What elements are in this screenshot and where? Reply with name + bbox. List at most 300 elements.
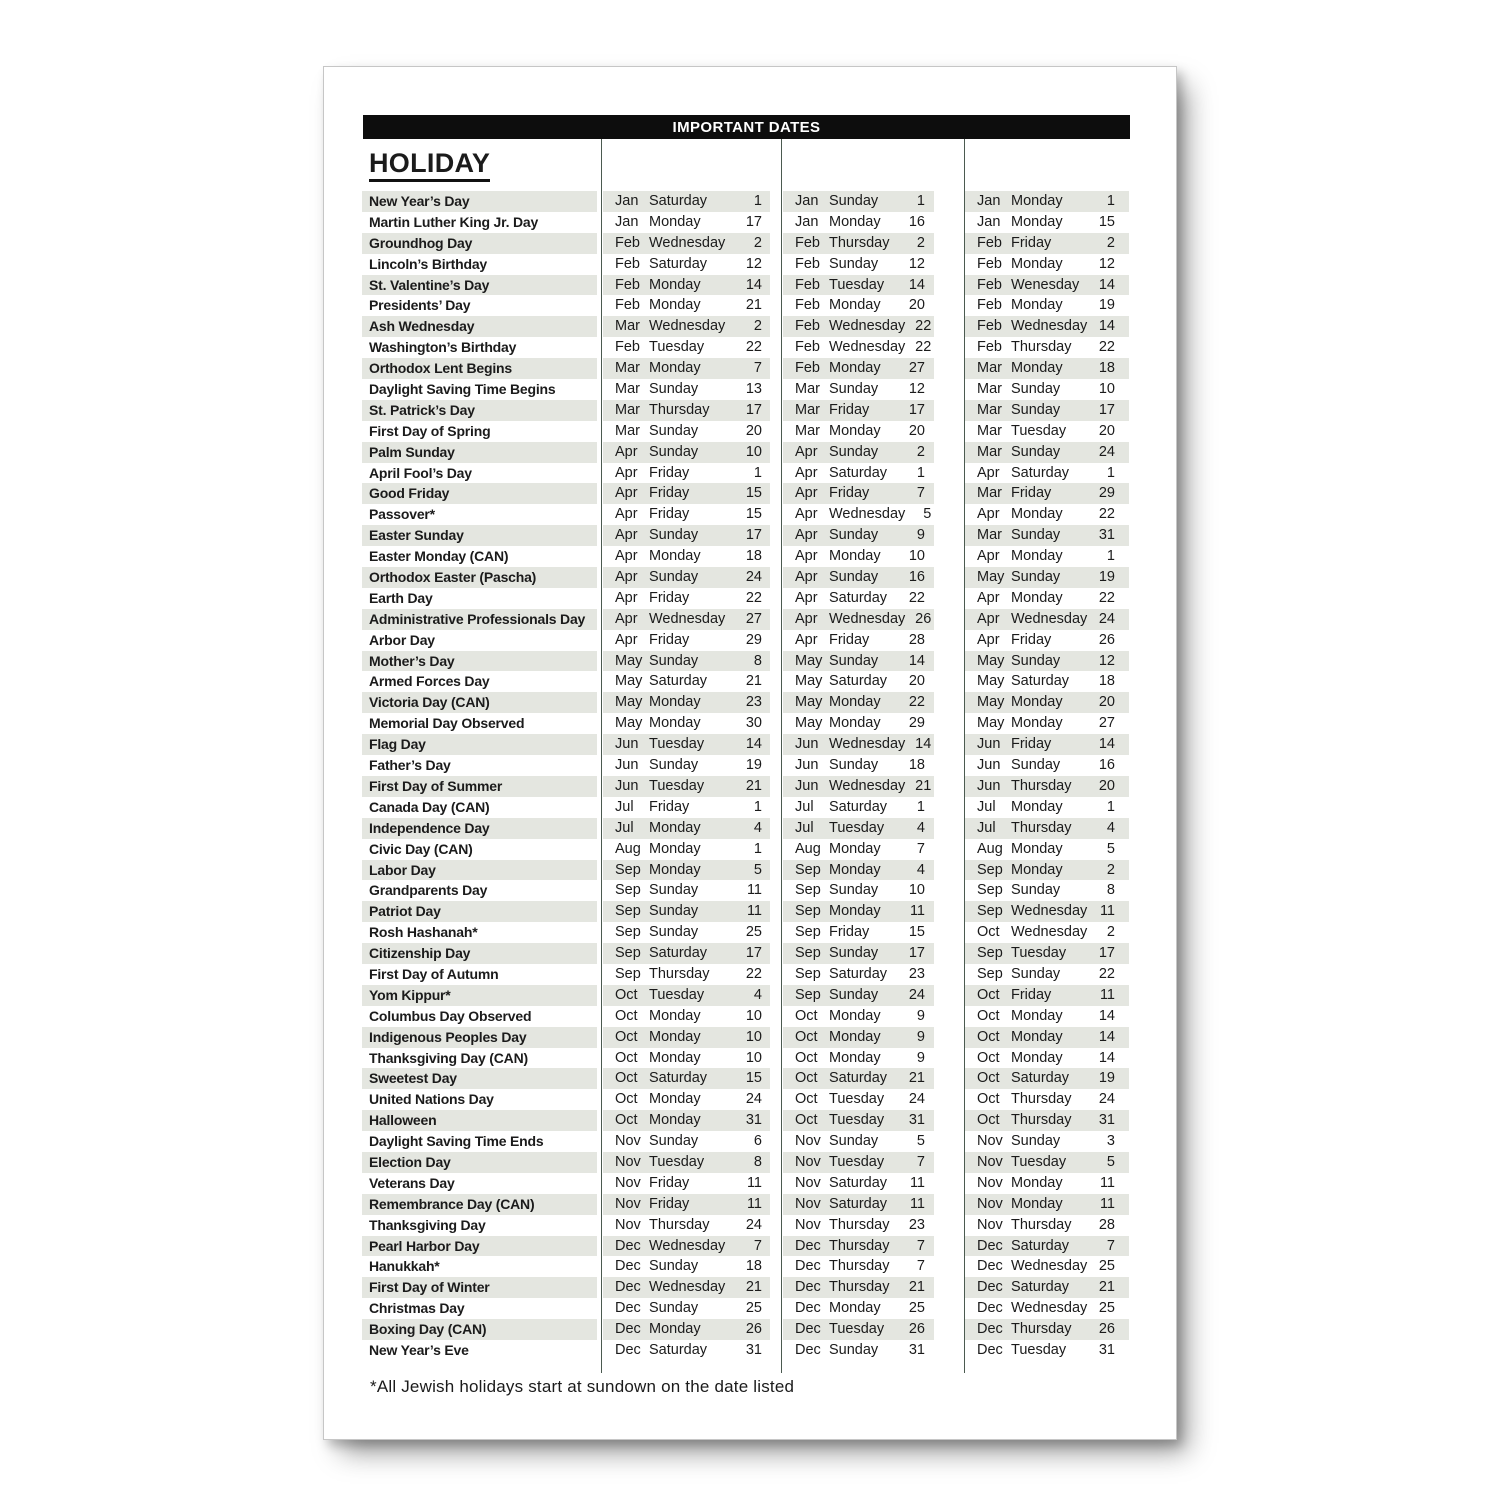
day-number: 12 bbox=[908, 381, 925, 398]
weekday-label: Sunday bbox=[649, 527, 699, 544]
month-label: Feb bbox=[795, 360, 820, 377]
day-number: 15 bbox=[1098, 213, 1115, 230]
month-label: May bbox=[795, 715, 823, 732]
day-number: 28 bbox=[908, 631, 925, 648]
table-row bbox=[362, 463, 1129, 484]
month-label: Sep bbox=[977, 965, 1003, 982]
year1-date-cell bbox=[603, 483, 770, 504]
day-number: 26 bbox=[745, 1321, 762, 1338]
table-row bbox=[362, 379, 1129, 400]
table-row bbox=[362, 1027, 1129, 1048]
year3-date-cell bbox=[965, 713, 1129, 734]
day-number: 17 bbox=[908, 401, 925, 418]
month-label: Feb bbox=[977, 276, 1002, 293]
holiday-name: Memorial Day Observed bbox=[369, 715, 525, 732]
day-number: 22 bbox=[745, 589, 762, 606]
day-number: 11 bbox=[1099, 986, 1115, 1003]
day-number: 14 bbox=[1098, 1028, 1115, 1045]
year1-date-cell bbox=[603, 755, 770, 776]
day-number: 11 bbox=[1099, 903, 1115, 920]
year3-date-cell bbox=[965, 546, 1129, 567]
year3-date-cell bbox=[965, 567, 1129, 588]
weekday-label: Wednesday bbox=[1011, 924, 1088, 941]
holiday-name: Veterans Day bbox=[369, 1174, 455, 1191]
year2-date-cell bbox=[783, 254, 934, 275]
weekday-label: Thursday bbox=[1011, 339, 1072, 356]
month-label: Apr bbox=[977, 631, 1000, 648]
weekday-label: Monday bbox=[1011, 548, 1063, 565]
table-row bbox=[362, 1194, 1129, 1215]
weekday-label: Thursday bbox=[829, 1258, 890, 1275]
table-row bbox=[362, 337, 1129, 358]
table-row bbox=[362, 295, 1129, 316]
year1-date-cell bbox=[603, 1048, 770, 1069]
day-number: 11 bbox=[909, 1195, 925, 1212]
year2-date-cell bbox=[783, 546, 934, 567]
table-row bbox=[362, 609, 1129, 630]
weekday-label: Monday bbox=[829, 1007, 881, 1024]
day-number: 5 bbox=[753, 861, 762, 878]
weekday-label: Saturday bbox=[829, 589, 888, 606]
month-label: Oct bbox=[795, 1028, 818, 1045]
day-number: 2 bbox=[916, 234, 925, 251]
table-row bbox=[362, 1173, 1129, 1194]
day-number: 7 bbox=[753, 1237, 762, 1254]
day-number: 22 bbox=[1098, 339, 1115, 356]
month-label: Apr bbox=[615, 527, 638, 544]
day-number: 7 bbox=[916, 1258, 925, 1275]
month-label: Mar bbox=[977, 443, 1002, 460]
weekday-label: Friday bbox=[649, 506, 690, 523]
holiday-name: Election Day bbox=[362, 1152, 597, 1173]
year2-date-cell bbox=[783, 1236, 934, 1257]
year2-date-cell bbox=[783, 964, 934, 985]
holiday-name: April Fool’s Day bbox=[369, 464, 472, 481]
day-number: 17 bbox=[1098, 945, 1115, 962]
year1-date-cell bbox=[603, 943, 770, 964]
holiday-name: Arbor Day bbox=[369, 631, 435, 648]
month-label: Mar bbox=[795, 422, 820, 439]
day-number: 22 bbox=[915, 339, 932, 356]
day-number: 2 bbox=[1106, 234, 1115, 251]
day-number: 27 bbox=[908, 360, 925, 377]
weekday-label: Thursday bbox=[829, 1279, 890, 1296]
year2-date-cell bbox=[783, 797, 934, 818]
day-number: 24 bbox=[908, 1091, 925, 1108]
year2-date-cell bbox=[783, 463, 934, 484]
month-label: Dec bbox=[615, 1279, 641, 1296]
weekday-label: Monday bbox=[829, 213, 881, 230]
year3-date-cell bbox=[965, 337, 1129, 358]
month-label: Oct bbox=[977, 924, 1000, 941]
weekday-label: Friday bbox=[649, 1174, 690, 1191]
weekday-label: Friday bbox=[1011, 986, 1052, 1003]
year2-date-cell bbox=[783, 295, 934, 316]
year1-date-cell bbox=[603, 1006, 770, 1027]
weekday-label: Monday bbox=[1011, 840, 1063, 857]
table-row bbox=[362, 818, 1129, 839]
table-row bbox=[362, 734, 1129, 755]
month-label: Mar bbox=[615, 318, 640, 335]
year3-date-cell bbox=[965, 525, 1129, 546]
table-row bbox=[362, 1277, 1129, 1298]
month-label: Dec bbox=[977, 1237, 1003, 1254]
month-label: Sep bbox=[795, 965, 821, 982]
day-number: 14 bbox=[1098, 1049, 1115, 1066]
month-label: Jun bbox=[795, 757, 819, 774]
year3-date-cell bbox=[965, 212, 1129, 233]
month-label: Sep bbox=[615, 924, 641, 941]
year1-date-cell bbox=[603, 818, 770, 839]
scanned-page bbox=[323, 66, 1177, 1440]
weekday-label: Monday bbox=[829, 1300, 881, 1317]
month-label: Nov bbox=[977, 1153, 1003, 1170]
weekday-label: Monday bbox=[649, 840, 701, 857]
day-number: 15 bbox=[745, 485, 762, 502]
day-number: 17 bbox=[745, 213, 762, 230]
month-label: Oct bbox=[615, 1007, 638, 1024]
month-label: Nov bbox=[795, 1174, 821, 1191]
month-label: Nov bbox=[795, 1133, 821, 1150]
month-label: Mar bbox=[795, 401, 820, 418]
holiday-name: Washington’s Birthday bbox=[369, 339, 517, 356]
table-row bbox=[362, 1256, 1129, 1277]
table-row bbox=[362, 1298, 1129, 1319]
year2-date-cell bbox=[783, 212, 934, 233]
table-row bbox=[362, 839, 1129, 860]
month-label: Dec bbox=[977, 1321, 1003, 1338]
year3-date-cell bbox=[965, 1089, 1129, 1110]
year2-date-cell bbox=[783, 1173, 934, 1194]
table-row bbox=[362, 901, 1129, 922]
day-number: 2 bbox=[1106, 861, 1115, 878]
year1-date-cell bbox=[603, 1277, 770, 1298]
day-number: 25 bbox=[745, 1300, 762, 1317]
month-label: Dec bbox=[977, 1341, 1003, 1358]
weekday-label: Monday bbox=[1011, 798, 1063, 815]
month-label: Oct bbox=[977, 1007, 1000, 1024]
year1-date-cell bbox=[603, 860, 770, 881]
day-number: 10 bbox=[745, 1049, 762, 1066]
weekday-label: Tuesday bbox=[829, 819, 885, 836]
year1-date-cell bbox=[603, 1256, 770, 1277]
weekday-label: Tuesday bbox=[829, 1321, 885, 1338]
weekday-label: Friday bbox=[649, 631, 690, 648]
year2-date-cell bbox=[783, 191, 934, 212]
day-number: 1 bbox=[1106, 464, 1115, 481]
day-number: 15 bbox=[745, 1070, 762, 1087]
day-number: 1 bbox=[916, 464, 925, 481]
month-label: Apr bbox=[615, 485, 638, 502]
year1-date-cell bbox=[603, 504, 770, 525]
year2-date-cell bbox=[783, 337, 934, 358]
holiday-name: Administrative Professionals Day bbox=[362, 609, 597, 630]
month-label: May bbox=[615, 715, 643, 732]
year2-date-cell bbox=[783, 985, 934, 1006]
month-label: Jun bbox=[615, 777, 639, 794]
holiday-name: Patriot Day bbox=[362, 901, 597, 922]
day-number: 15 bbox=[745, 506, 762, 523]
weekday-label: Monday bbox=[1011, 715, 1063, 732]
day-number: 20 bbox=[908, 673, 925, 690]
year3-date-cell bbox=[965, 316, 1129, 337]
year2-date-cell bbox=[783, 567, 934, 588]
month-label: Nov bbox=[615, 1174, 641, 1191]
day-number: 5 bbox=[1106, 840, 1115, 857]
weekday-label: Monday bbox=[829, 903, 881, 920]
month-label: Jun bbox=[977, 777, 1001, 794]
day-number: 2 bbox=[1106, 924, 1115, 941]
weekday-label: Monday bbox=[649, 1028, 701, 1045]
year2-date-cell bbox=[783, 1089, 934, 1110]
year2-date-cell bbox=[783, 233, 934, 254]
weekday-label: Saturday bbox=[649, 673, 708, 690]
weekday-label: Wednesday bbox=[829, 506, 906, 523]
month-label: Nov bbox=[977, 1133, 1003, 1150]
day-number: 2 bbox=[753, 234, 762, 251]
year3-date-cell bbox=[965, 358, 1129, 379]
weekday-label: Monday bbox=[1011, 1049, 1063, 1066]
month-label: Feb bbox=[977, 339, 1002, 356]
month-label: Mar bbox=[977, 422, 1002, 439]
day-number: 11 bbox=[1099, 1195, 1115, 1212]
year1-date-cell bbox=[603, 212, 770, 233]
holiday-name: Grandparents Day bbox=[369, 882, 488, 899]
weekday-label: Thursday bbox=[829, 1237, 890, 1254]
day-number: 10 bbox=[908, 548, 925, 565]
month-label: Oct bbox=[977, 1070, 1000, 1087]
month-label: Mar bbox=[977, 527, 1002, 544]
day-number: 17 bbox=[908, 945, 925, 962]
holiday-name: Easter Sunday bbox=[362, 525, 597, 546]
table-row bbox=[362, 630, 1129, 651]
year2-date-cell bbox=[783, 943, 934, 964]
holiday-name: Easter Monday (CAN) bbox=[369, 548, 509, 565]
day-number: 8 bbox=[1106, 882, 1115, 899]
year2-date-cell bbox=[783, 442, 934, 463]
month-label: Dec bbox=[615, 1300, 641, 1317]
year2-date-cell bbox=[783, 692, 934, 713]
year3-date-cell bbox=[965, 671, 1129, 692]
weekday-label: Monday bbox=[1011, 1195, 1063, 1212]
day-number: 11 bbox=[746, 1174, 762, 1191]
day-number: 18 bbox=[1098, 673, 1115, 690]
year3-date-cell bbox=[965, 1173, 1129, 1194]
weekday-label: Monday bbox=[829, 548, 881, 565]
day-number: 31 bbox=[1098, 1112, 1115, 1129]
weekday-label: Monday bbox=[829, 1049, 881, 1066]
year3-date-cell bbox=[965, 1152, 1129, 1173]
weekday-label: Tuesday bbox=[649, 1153, 705, 1170]
year3-date-cell bbox=[965, 1068, 1129, 1089]
day-number: 31 bbox=[745, 1112, 762, 1129]
jewish-holidays-footnote: *All Jewish holidays start at sundown on the date listed bbox=[370, 1377, 795, 1396]
year3-date-cell bbox=[965, 651, 1129, 672]
month-label: Sep bbox=[977, 882, 1003, 899]
year1-date-cell bbox=[603, 713, 770, 734]
month-label: May bbox=[977, 694, 1005, 711]
year2-date-cell bbox=[783, 1152, 934, 1173]
weekday-label: Sunday bbox=[1011, 569, 1061, 586]
year2-date-cell bbox=[783, 839, 934, 860]
weekday-label: Monday bbox=[649, 1321, 701, 1338]
year1-date-cell bbox=[603, 651, 770, 672]
weekday-label: Saturday bbox=[829, 464, 888, 481]
weekday-label: Friday bbox=[649, 1195, 690, 1212]
table-row bbox=[362, 254, 1129, 275]
day-number: 29 bbox=[908, 715, 925, 732]
year3-date-cell bbox=[965, 191, 1129, 212]
weekday-label: Sunday bbox=[829, 882, 879, 899]
month-label: Jan bbox=[615, 193, 639, 209]
day-number: 17 bbox=[745, 527, 762, 544]
day-number: 20 bbox=[1098, 422, 1115, 439]
holiday-name: Remembrance Day (CAN) bbox=[362, 1194, 597, 1215]
month-label: Oct bbox=[977, 1112, 1000, 1129]
year3-date-cell bbox=[965, 1027, 1129, 1048]
day-number: 14 bbox=[908, 652, 925, 669]
month-label: May bbox=[977, 652, 1005, 669]
month-label: Jul bbox=[795, 798, 814, 815]
month-label: Dec bbox=[977, 1279, 1003, 1296]
holiday-name: First Day of Winter bbox=[362, 1277, 597, 1298]
day-number: 1 bbox=[753, 798, 762, 815]
year3-date-cell bbox=[965, 400, 1129, 421]
table-row bbox=[362, 1319, 1129, 1340]
year2-date-cell bbox=[783, 630, 934, 651]
weekday-label: Saturday bbox=[649, 1341, 708, 1358]
month-label: Oct bbox=[795, 1007, 818, 1024]
weekday-label: Saturday bbox=[1011, 464, 1070, 481]
year1-date-cell bbox=[603, 316, 770, 337]
day-number: 14 bbox=[1098, 276, 1115, 293]
month-label: Oct bbox=[615, 1112, 638, 1129]
year-column-divider-2 bbox=[781, 139, 782, 1373]
day-number: 7 bbox=[1106, 1237, 1115, 1254]
month-label: Nov bbox=[977, 1174, 1003, 1191]
weekday-label: Monday bbox=[649, 861, 701, 878]
weekday-label: Sunday bbox=[649, 882, 699, 899]
month-label: Jun bbox=[977, 736, 1001, 753]
month-label: Aug bbox=[795, 840, 821, 857]
month-label: Feb bbox=[615, 297, 640, 314]
day-number: 21 bbox=[908, 1279, 925, 1296]
year1-date-cell bbox=[603, 1068, 770, 1089]
month-label: Sep bbox=[795, 924, 821, 941]
year3-date-cell bbox=[965, 1319, 1129, 1340]
weekday-label: Sunday bbox=[829, 757, 879, 774]
weekday-label: Saturday bbox=[1011, 1279, 1070, 1296]
day-number: 26 bbox=[908, 1321, 925, 1338]
day-number: 21 bbox=[745, 777, 762, 794]
weekday-label: Sunday bbox=[1011, 381, 1061, 398]
month-label: Nov bbox=[795, 1153, 821, 1170]
day-number: 4 bbox=[753, 819, 762, 836]
month-label: Apr bbox=[615, 589, 638, 606]
year1-date-cell bbox=[603, 588, 770, 609]
weekday-label: Friday bbox=[1011, 736, 1052, 753]
day-number: 24 bbox=[745, 1216, 762, 1233]
weekday-label: Monday bbox=[1011, 1028, 1063, 1045]
year3-date-cell bbox=[965, 776, 1129, 797]
weekday-label: Monday bbox=[1011, 213, 1063, 230]
holiday-name: Lincoln’s Birthday bbox=[369, 255, 488, 272]
table-row bbox=[362, 358, 1129, 379]
holiday-name: Daylight Saving Time Begins bbox=[369, 381, 556, 398]
page-title: HOLIDAY bbox=[369, 150, 490, 182]
weekday-label: Sunday bbox=[829, 381, 879, 398]
day-number: 7 bbox=[753, 360, 762, 377]
table-row bbox=[362, 212, 1129, 233]
weekday-label: Tuesday bbox=[829, 1091, 885, 1108]
holiday-name: Father’s Day bbox=[369, 757, 451, 774]
year2-date-cell bbox=[783, 755, 934, 776]
day-number: 14 bbox=[745, 276, 762, 293]
day-number: 24 bbox=[1098, 610, 1115, 627]
weekday-label: Saturday bbox=[649, 945, 708, 962]
day-number: 22 bbox=[915, 318, 932, 335]
holiday-table bbox=[362, 191, 1129, 1361]
month-label: Feb bbox=[977, 234, 1002, 251]
table-row bbox=[362, 692, 1129, 713]
month-label: Mar bbox=[615, 422, 640, 439]
weekday-label: Saturday bbox=[649, 1070, 708, 1087]
month-label: Apr bbox=[615, 548, 638, 565]
year2-date-cell bbox=[783, 400, 934, 421]
weekday-label: Thursday bbox=[649, 401, 710, 418]
weekday-label: Thursday bbox=[829, 234, 890, 251]
day-number: 12 bbox=[908, 255, 925, 272]
month-label: Oct bbox=[977, 1091, 1000, 1108]
month-label: Dec bbox=[795, 1321, 821, 1338]
year1-date-cell bbox=[603, 546, 770, 567]
day-number: 20 bbox=[1098, 777, 1115, 794]
month-label: Jun bbox=[615, 757, 639, 774]
day-number: 31 bbox=[1098, 527, 1115, 544]
year2-date-cell bbox=[783, 901, 934, 922]
day-number: 21 bbox=[745, 1279, 762, 1296]
year1-date-cell bbox=[603, 922, 770, 943]
month-label: Sep bbox=[795, 882, 821, 899]
holiday-name: Thanksgiving Day bbox=[369, 1216, 486, 1233]
year1-date-cell bbox=[603, 1173, 770, 1194]
day-number: 22 bbox=[1098, 589, 1115, 606]
year3-date-cell bbox=[965, 442, 1129, 463]
day-number: 20 bbox=[1098, 694, 1115, 711]
month-label: Sep bbox=[615, 903, 641, 920]
day-number: 10 bbox=[1098, 381, 1115, 398]
month-label: Apr bbox=[615, 443, 638, 460]
month-label: Jul bbox=[977, 798, 996, 815]
year2-date-cell bbox=[783, 316, 934, 337]
month-label: Nov bbox=[795, 1216, 821, 1233]
month-label: Sep bbox=[615, 882, 641, 899]
month-label: Jul bbox=[795, 819, 814, 836]
day-number: 11 bbox=[746, 1195, 762, 1212]
weekday-label: Sunday bbox=[829, 1133, 879, 1150]
holiday-name: First Day of Summer bbox=[362, 776, 597, 797]
year3-date-cell bbox=[965, 818, 1129, 839]
weekday-label: Friday bbox=[829, 924, 870, 941]
month-label: Oct bbox=[795, 1070, 818, 1087]
year1-date-cell bbox=[603, 734, 770, 755]
year3-date-cell bbox=[965, 922, 1129, 943]
month-label: Apr bbox=[977, 589, 1000, 606]
month-label: Feb bbox=[615, 255, 640, 272]
year1-date-cell bbox=[603, 1319, 770, 1340]
weekday-label: Tuesday bbox=[649, 777, 705, 794]
month-label: Apr bbox=[795, 443, 818, 460]
